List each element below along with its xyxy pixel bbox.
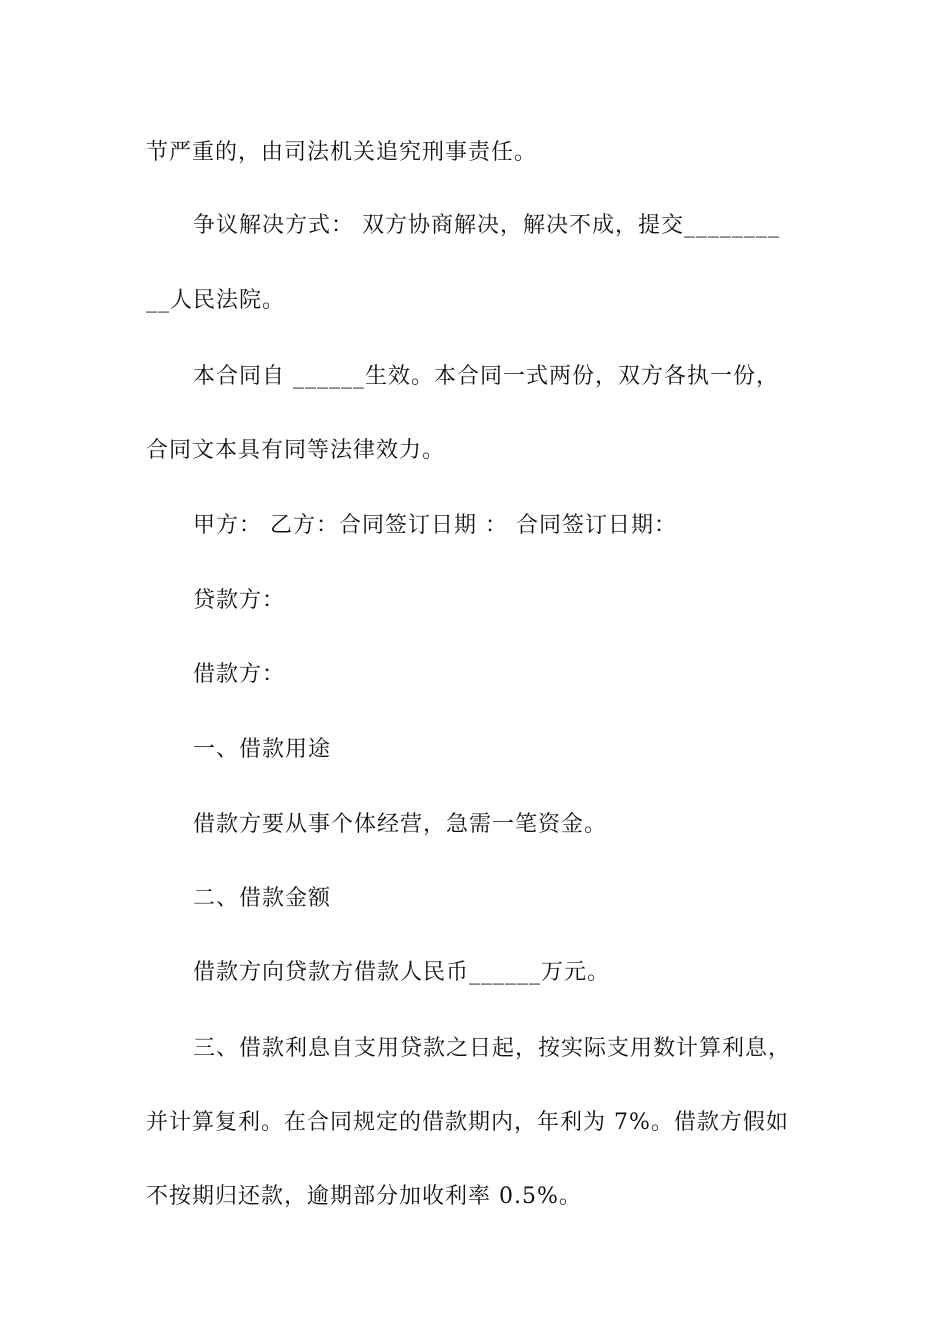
paragraph-line: 借款方要从事个体经营，急需一笔资金。 (193, 812, 608, 837)
paragraph-line: 本合同自 ______生效。本合同一式两份，双方各执一份， (193, 364, 779, 389)
paragraph-line: 借款方向贷款方借款人民币______万元。 (193, 960, 611, 985)
paragraph-line: 争议解决方式： 双方协商解决，解决不成，提交________ (193, 213, 780, 238)
paragraph-line: 合同文本具有同等法律效力。 (146, 438, 446, 463)
paragraph-line: 节严重的，由司法机关追究刑事责任。 (146, 140, 538, 165)
section-heading: 三、借款利息自支用贷款之日起，按实际支用数计算利息， (193, 1036, 792, 1061)
borrower-label: 借款方： (193, 662, 286, 687)
lender-label: 贷款方： (193, 588, 286, 613)
section-heading: 一、借款用途 (193, 737, 332, 762)
paragraph-line: __人民法院。 (146, 288, 286, 313)
paragraph-line: 不按期归还款，逾期部分加收利率 0.5%。 (146, 1184, 582, 1209)
signature-line: 甲方： 乙方：合同签订日期 ： 合同签订日期： (193, 513, 677, 538)
section-heading: 二、借款金额 (193, 886, 332, 911)
paragraph-line: 并计算复利。在合同规定的借款期内，年利为 7%。借款方假如 (146, 1110, 789, 1135)
